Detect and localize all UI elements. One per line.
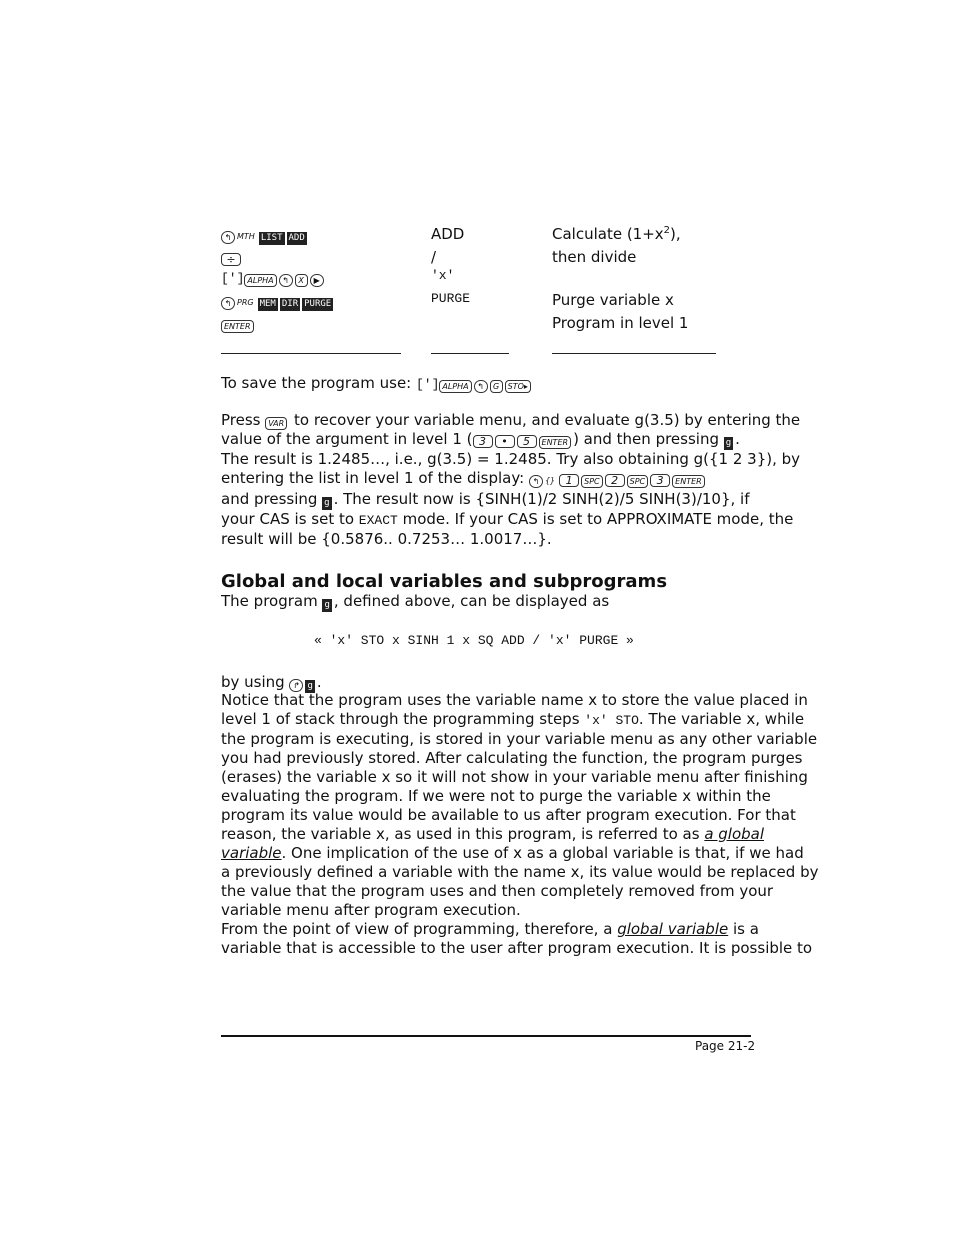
text-line	[221, 411, 801, 430]
text-run: the value that the program uses and then completely removed from your	[221, 882, 774, 900]
comment-superscript: 2	[663, 225, 671, 236]
text-run: From the point of view of programming, therefore, a	[221, 920, 618, 938]
section-heading: Global and local variables and subprograms	[221, 571, 668, 592]
save-instruction	[221, 374, 751, 394]
text-run: Press	[221, 411, 266, 429]
program-g-menu-key: g	[324, 498, 330, 508]
keystroke-row	[221, 248, 751, 270]
keystroke-keys	[221, 291, 335, 311]
keystroke-command: ADD	[431, 225, 465, 243]
text-run: reason, the variable x, as used in this program, is referred to as	[221, 825, 705, 843]
text-line	[221, 430, 751, 450]
key-icon: ENTER	[672, 475, 705, 488]
text-run: mode. If your CAS is set to APPROXIMATE mode, the	[397, 510, 794, 528]
menu-softkey: DIR	[281, 299, 299, 309]
comment-text: Purge variable x	[552, 291, 674, 309]
page-number: Page 21-2	[695, 1039, 756, 1053]
text-run: . One implication of the use of x as a global variable is that, if we had	[281, 844, 804, 862]
text-line	[221, 806, 796, 825]
keystroke-command: PURGE	[431, 291, 471, 306]
table-rule-col2	[431, 353, 509, 354]
key-icon: G	[490, 380, 503, 393]
keystroke-command: 'x'	[431, 268, 455, 283]
text-run: the program is executing, is stored in your variable menu as any other variable	[221, 730, 818, 748]
comment-text: ),	[670, 225, 681, 243]
text-run: a previously defined a variable with the name x, its value would be replaced by	[221, 863, 819, 881]
comment-text: Program in level 1	[552, 314, 689, 332]
keystroke-row	[221, 291, 751, 313]
text-run: Notice that the program uses the variable name x to store the value placed in	[221, 691, 808, 709]
keystroke-keys	[221, 225, 309, 245]
text-line	[221, 691, 808, 710]
emphasized-term: a global	[704, 825, 765, 843]
keystroke-keys	[221, 268, 326, 287]
shift-function-label: PRG	[237, 298, 254, 307]
text-line	[221, 749, 803, 768]
emphasized-term: global variable	[617, 920, 729, 938]
key-icon: ÷	[221, 253, 241, 266]
text-run: . The variable x, while	[638, 710, 805, 728]
keystroke-row	[221, 314, 751, 336]
by-using-line: by using ↱ g .	[221, 673, 322, 691]
text-run: is a	[728, 920, 759, 938]
text-line	[221, 450, 801, 469]
right-shift-key-icon: ↱	[289, 679, 303, 692]
keystroke-row	[221, 268, 751, 290]
program-intro: The program g , defined above, can be displayed as	[221, 592, 610, 610]
table-rule-col3	[552, 353, 716, 354]
text-run: (erases) the variable x so it will not show in your variable menu after finishing	[221, 768, 808, 786]
program-g-menu-key: g	[307, 681, 313, 691]
text-run: .	[735, 430, 740, 448]
text-run: evaluating the program. If we were not to purge the variable x within the	[221, 787, 771, 805]
shift-function-label: MTH	[237, 232, 255, 241]
program-listing: « 'x' STO x SINH 1 x SQ ADD / 'x' PURGE »	[314, 633, 634, 648]
key-icon: X	[295, 274, 308, 287]
key-icon: ALPHA	[439, 380, 471, 393]
text-run: ) and then pressing	[573, 430, 724, 448]
menu-softkey: MEM	[259, 299, 276, 309]
text-line	[221, 863, 819, 882]
key-icon: ENTER	[221, 320, 254, 333]
inline-code: 'x' STO	[584, 713, 639, 728]
keystroke-row	[221, 225, 751, 247]
key-icon: STO▸	[505, 380, 531, 393]
quote-keys: [']	[221, 271, 245, 286]
text-line	[221, 882, 774, 901]
text-run: and pressing	[221, 490, 323, 508]
menu-softkey: ADD	[288, 233, 305, 243]
text-line	[221, 490, 751, 510]
comment-text: Calculate (1+x	[552, 225, 664, 243]
notice-paragraph	[221, 691, 819, 958]
text-run: variable menu after program execution.	[221, 901, 521, 919]
key-icon: ▶	[310, 274, 324, 287]
key-icon: 3	[650, 474, 670, 487]
key-icon: SPC	[627, 475, 649, 488]
text-line	[221, 730, 818, 749]
text-run: entering the list in level 1 of the display:	[221, 469, 529, 487]
keystroke-keys	[221, 314, 256, 333]
text-line	[221, 844, 804, 863]
key-icon: 3	[473, 435, 493, 448]
keystroke-comment	[552, 291, 674, 309]
keystroke-comment	[552, 225, 681, 243]
key-icon: ↰	[221, 231, 235, 244]
key-icon: ↰	[474, 380, 488, 393]
quote-keys: [']	[416, 377, 440, 392]
comment-text: then divide	[552, 248, 637, 266]
text-run: . The result now is {SINH(1)/2 SINH(2)/5 SINH(3)/10}, if	[333, 490, 750, 508]
keystroke-comment	[552, 248, 636, 266]
key-icon: VAR	[265, 417, 287, 430]
keystroke-comment	[552, 314, 688, 332]
keystroke-keys	[221, 248, 243, 266]
key-icon: ↰	[221, 297, 235, 310]
emphasized-term: variable	[221, 844, 282, 862]
text-line	[221, 469, 751, 490]
key-icon: SPC	[581, 475, 603, 488]
text-line	[221, 787, 771, 806]
text-line	[221, 901, 751, 920]
key-icon: ↰	[279, 274, 293, 287]
press-paragraph	[221, 411, 801, 549]
program-g-menu-key: g	[725, 438, 732, 448]
text-run: value of the argument in level 1 (	[221, 430, 473, 448]
keystroke-command: /	[431, 248, 437, 266]
text-line	[221, 510, 794, 530]
text-run: variable that is accessible to the user after program execution. It is possible to	[221, 939, 813, 957]
footer-rule	[221, 1035, 751, 1037]
text-run: to recover your variable menu, and evaluate g(3.5) by entering the	[289, 411, 801, 429]
text-line	[221, 939, 813, 958]
inline-code: EXACT	[358, 513, 398, 528]
text-line	[221, 710, 805, 730]
key-icon: ↰	[529, 475, 543, 488]
key-icon: 2	[605, 474, 625, 487]
text-line	[221, 530, 751, 549]
key-icon: 1	[559, 474, 579, 487]
text-run: your CAS is set to	[221, 510, 359, 528]
menu-softkey: PURGE	[304, 299, 332, 309]
text-line	[221, 920, 759, 939]
program-g-menu-key: g	[324, 600, 330, 610]
text-run: level 1 of stack through the programming steps	[221, 710, 585, 728]
key-icon: ALPHA	[244, 274, 276, 287]
shift-function-label: {}	[544, 476, 556, 485]
text-line	[221, 825, 765, 844]
text-line	[221, 768, 808, 787]
save-text: To save the program use:	[221, 374, 416, 392]
menu-softkey: LIST	[260, 233, 283, 243]
key-icon: ENTER	[539, 436, 572, 449]
text-run: result will be {0.5876.. 0.7253… 1.0017…}.	[221, 530, 552, 548]
text-run: you had previously stored. After calculating the function, the program purges	[221, 749, 803, 767]
table-rule-col1	[221, 353, 401, 354]
text-run: The result is 1.2485…, i.e., g(3.5) = 1.2485. Try also obtaining g({1 2 3}), by	[221, 450, 801, 468]
key-icon: •	[495, 435, 515, 448]
text-run: program its value would be available to us after program execution. For that	[221, 806, 796, 824]
key-icon: 5	[517, 435, 537, 448]
